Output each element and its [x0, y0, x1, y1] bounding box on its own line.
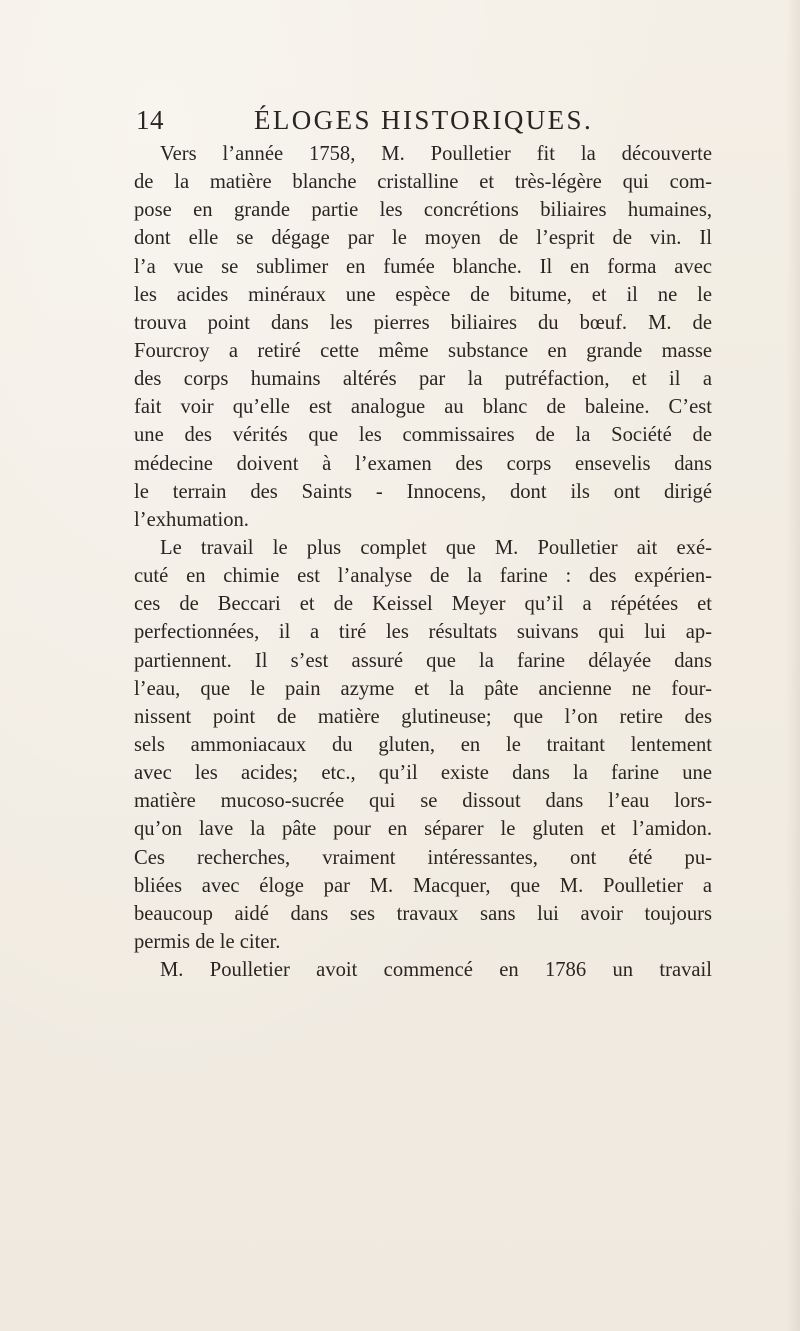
text-line: Le travail le plus complet que M. Poulletier ait exé-	[160, 536, 712, 559]
text-line: médecine doivent à l’examen des corps ensevelis dans	[134, 452, 712, 475]
text-line: l’eau, que le pain azyme et la pâte ancienne ne four-	[134, 677, 712, 700]
text-line: sels ammoniacaux du gluten, en le traitant lentement	[134, 733, 712, 756]
text-line: Ces recherches, vraiment intéressantes, ont été pu-	[134, 846, 712, 869]
text-line: permis de le citer.	[134, 930, 281, 953]
running-title: ÉLOGES HISTORIQUES.	[254, 105, 594, 135]
text-line: des corps humains altérés par la putréfaction, et il a	[134, 368, 712, 391]
text-line: trouva point dans les pierres biliaires du bœuf. M. de	[134, 311, 712, 334]
text-line: bliées avec éloge par M. Macquer, que M. Poulletier a	[134, 874, 712, 897]
text-line: partiennent. Il s’est assuré que la farine délayée dans	[134, 649, 712, 672]
text-line: ces de Beccari et de Keissel Meyer qu’il a répétées et	[134, 593, 712, 616]
body-text	[134, 140, 712, 984]
text-line: Fourcroy a retiré cette même substance en grande masse	[134, 339, 712, 362]
text-line: l’a vue se sublimer en fumée blanche. Il en forma avec	[134, 255, 712, 278]
text-line: cuté en chimie est l’analyse de la farine : des expérien-	[134, 565, 712, 588]
text-line: une des vérités que les commissaires de la Société de	[134, 424, 712, 447]
text-line: les acides minéraux une espèce de bitume, et il ne le	[134, 283, 712, 306]
text-line: fait voir qu’elle est analogue au blanc de baleine. C’est	[134, 396, 712, 419]
text-line: dont elle se dégage par le moyen de l’esprit de vin. Il	[134, 227, 712, 250]
text-line: avec les acides; etc., qu’il existe dans la farine une	[134, 762, 712, 785]
text-line: beaucoup aidé dans ses travaux sans lui avoir toujours	[134, 902, 712, 925]
text-line: perfectionnées, il a tiré les résultats suivans qui lui ap-	[134, 621, 712, 644]
page-edge-shadow	[786, 0, 800, 1331]
paragraph-2	[134, 534, 712, 956]
text-line: de la matière blanche cristalline et très-légère qui com-	[134, 171, 712, 194]
paragraph-1	[134, 140, 712, 534]
text-line: nissent point de matière glutineuse; que l’on retire des	[134, 705, 712, 728]
text-line: matière mucoso-sucrée qui se dissout dans l’eau lors-	[134, 790, 712, 813]
text-line: le terrain des Saints - Innocens, dont ils ont dirigé	[134, 480, 712, 503]
text-line: Vers l’année 1758, M. Poulletier fit la découverte	[160, 143, 712, 165]
paragraph-3	[134, 956, 712, 984]
text-line: l’exhumation.	[134, 508, 249, 531]
text-line: qu’on lave la pâte pour en séparer le gluten et l’amidon.	[134, 818, 712, 841]
text-line: M. Poulletier avoit commencé en 1786 un travail	[160, 959, 712, 982]
text-line: pose en grande partie les concrétions biliaires humaines,	[134, 199, 712, 222]
running-head	[136, 100, 736, 140]
page-number: 14	[136, 105, 164, 135]
